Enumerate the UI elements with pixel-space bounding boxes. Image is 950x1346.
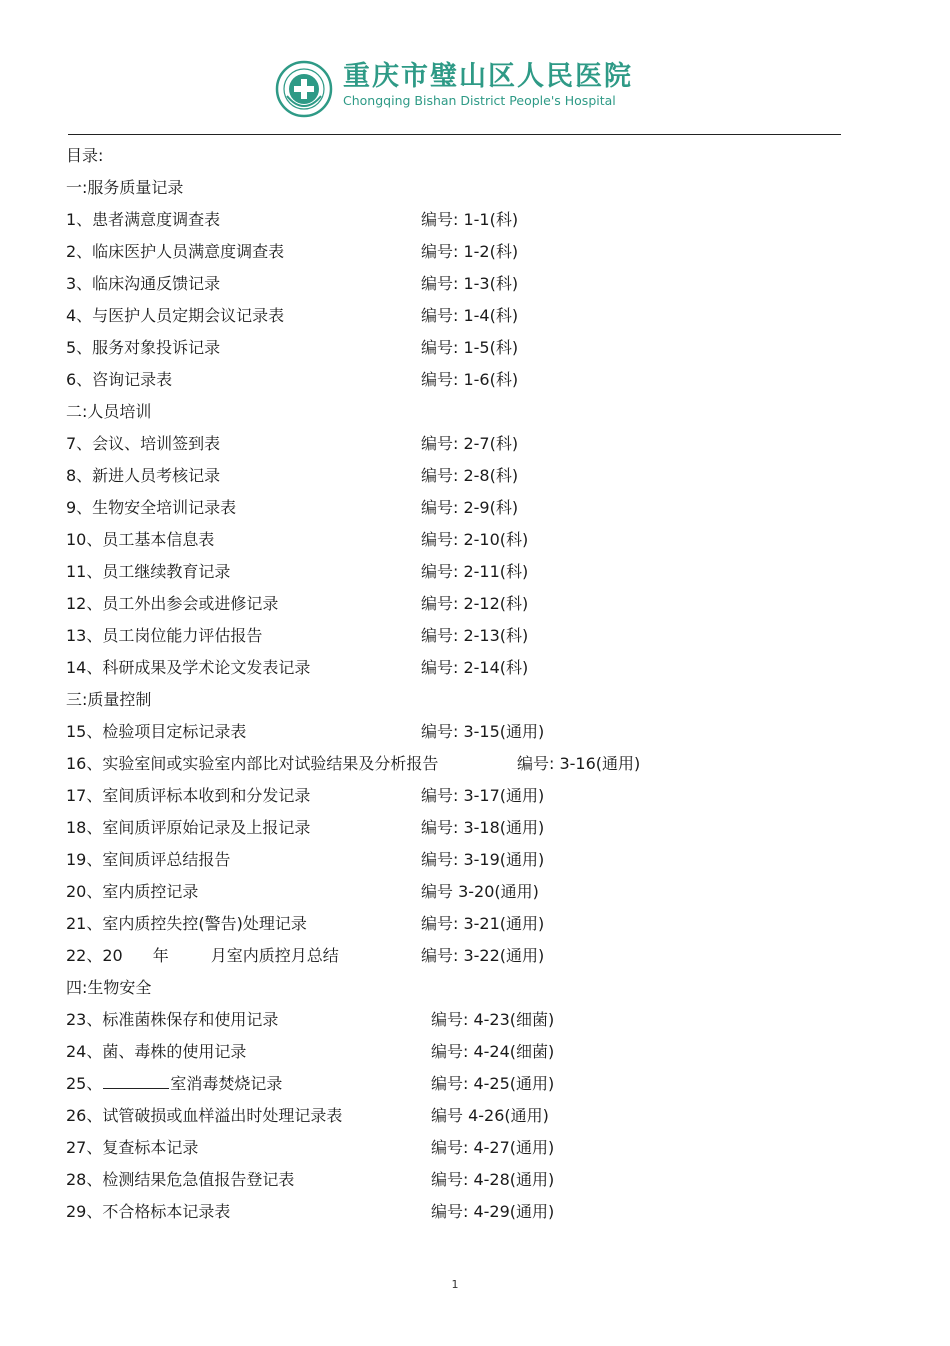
item-code: 编号: 2-8(科) [421, 466, 519, 485]
item-code: 编号: 1-2(科) [421, 242, 519, 261]
item-code: 编号: 3-16(通用) [517, 754, 641, 773]
item-label: 16、实验室间或实验室内部比对试验结果及分析报告 [66, 754, 439, 773]
toc-item [66, 1068, 866, 1100]
toc-item [66, 652, 866, 684]
section-title: 四:生物安全 [66, 978, 152, 997]
toc-item [66, 332, 866, 364]
toc-item [66, 300, 866, 332]
item-label: 1、患者满意度调查表 [66, 210, 221, 229]
table-of-contents [66, 140, 866, 1228]
toc-heading [66, 140, 866, 172]
toc-item [66, 556, 866, 588]
item-label: 12、员工外出参会或进修记录 [66, 594, 279, 613]
item-code: 编号: 3-21(通用) [421, 914, 545, 933]
item-label: 6、咨询记录表 [66, 370, 173, 389]
item-code: 编号: 1-5(科) [421, 338, 519, 357]
item-code: 编号: 1-1(科) [421, 210, 519, 229]
toc-item [66, 460, 866, 492]
item-code: 编号: 4-29(通用) [431, 1202, 555, 1221]
item-label: 17、室间质评标本收到和分发记录 [66, 786, 311, 805]
item-label: 10、员工基本信息表 [66, 530, 215, 549]
hospital-name-en: Chongqing Bishan District People's Hospital [343, 93, 616, 108]
toc-item [66, 588, 866, 620]
toc-item [66, 524, 866, 556]
toc-item [66, 204, 866, 236]
item-code: 编号: 1-4(科) [421, 306, 519, 325]
toc-item [66, 620, 866, 652]
item-label: 8、新进人员考核记录 [66, 466, 221, 485]
toc-item [66, 492, 866, 524]
item-label: 19、室间质评总结报告 [66, 850, 231, 869]
item-label: 13、员工岗位能力评估报告 [66, 626, 263, 645]
fill-in-blank [103, 1070, 169, 1089]
item-code: 编号: 2-7(科) [421, 434, 519, 453]
item-label: 23、标准菌株保存和使用记录 [66, 1010, 279, 1029]
toc-item [66, 876, 866, 908]
toc-item [66, 908, 866, 940]
item-label: 22、20 年 月室内质控月总结 [66, 946, 339, 965]
item-label: 26、试管破损或血样溢出时处理记录表 [66, 1106, 343, 1125]
item-code: 编号: 3-15(通用) [421, 722, 545, 741]
item-label: 27、复查标本记录 [66, 1138, 199, 1157]
toc-item [66, 1132, 866, 1164]
item-code: 编号: 4-23(细菌) [431, 1010, 555, 1029]
item-code: 编号: 2-9(科) [421, 498, 519, 517]
header-divider [68, 134, 841, 135]
item-label: 4、与医护人员定期会议记录表 [66, 306, 285, 325]
item-label: 21、室内质控失控(警告)处理记录 [66, 914, 307, 933]
item-label: 7、会议、培训签到表 [66, 434, 221, 453]
item-code: 编号: 2-13(科) [421, 626, 529, 645]
item-code: 编号: 3-19(通用) [421, 850, 545, 869]
item-code: 编号: 3-18(通用) [421, 818, 545, 837]
item-code: 编号: 2-14(科) [421, 658, 529, 677]
item-label: 24、菌、毒株的使用记录 [66, 1042, 247, 1061]
item-code: 编号: 4-24(细菌) [431, 1042, 555, 1061]
item-label: 20、室内质控记录 [66, 882, 199, 901]
page-number: 1 [451, 1278, 459, 1291]
item-code: 编号 3-20(通用) [421, 882, 539, 901]
item-label: 14、科研成果及学术论文发表记录 [66, 658, 311, 677]
section-title: 一:服务质量记录 [66, 178, 184, 197]
toc-item [66, 236, 866, 268]
section-title: 二:人员培训 [66, 402, 152, 421]
item-code: 编号: 3-22(通用) [421, 946, 545, 965]
toc-item [66, 428, 866, 460]
item-label: 18、室间质评原始记录及上报记录 [66, 818, 311, 837]
hospital-emblem-icon [275, 60, 333, 118]
toc-item [66, 364, 866, 396]
item-code: 编号 4-26(通用) [431, 1106, 549, 1125]
item-code: 编号: 1-6(科) [421, 370, 519, 389]
item-label: 28、检测结果危急值报告登记表 [66, 1170, 295, 1189]
item-label: 3、临床沟通反馈记录 [66, 274, 221, 293]
item-label: 2、临床医护人员满意度调查表 [66, 242, 285, 261]
toc-item [66, 748, 866, 780]
hospital-name-cn: 重庆市璧山区人民医院 [343, 61, 633, 92]
hospital-header [275, 56, 655, 120]
toc-item [66, 940, 866, 972]
toc-item [66, 716, 866, 748]
toc-item [66, 812, 866, 844]
item-label: 15、检验项目定标记录表 [66, 722, 247, 741]
item-code: 编号: 4-25(通用) [431, 1074, 555, 1093]
toc-item [66, 1036, 866, 1068]
item-label: 25、 室消毒焚烧记录 [66, 1068, 282, 1100]
item-code: 编号: 2-12(科) [421, 594, 529, 613]
item-label: 11、员工继续教育记录 [66, 562, 231, 581]
toc-item [66, 1164, 866, 1196]
section-title: 三:质量控制 [66, 690, 152, 709]
toc-item [66, 844, 866, 876]
item-code: 编号: 2-10(科) [421, 530, 529, 549]
toc-item [66, 268, 866, 300]
toc-heading-text: 目录: [66, 146, 104, 165]
item-code: 编号: 3-17(通用) [421, 786, 545, 805]
item-code: 编号: 4-28(通用) [431, 1170, 555, 1189]
item-label: 9、生物安全培训记录表 [66, 498, 237, 517]
item-code: 编号: 4-27(通用) [431, 1138, 555, 1157]
item-code: 编号: 2-11(科) [421, 562, 529, 581]
toc-item [66, 1196, 866, 1228]
toc-item [66, 1004, 866, 1036]
toc-item [66, 780, 866, 812]
item-label: 29、不合格标本记录表 [66, 1202, 231, 1221]
toc-item [66, 1100, 866, 1132]
item-code: 编号: 1-3(科) [421, 274, 519, 293]
item-label: 5、服务对象投诉记录 [66, 338, 221, 357]
